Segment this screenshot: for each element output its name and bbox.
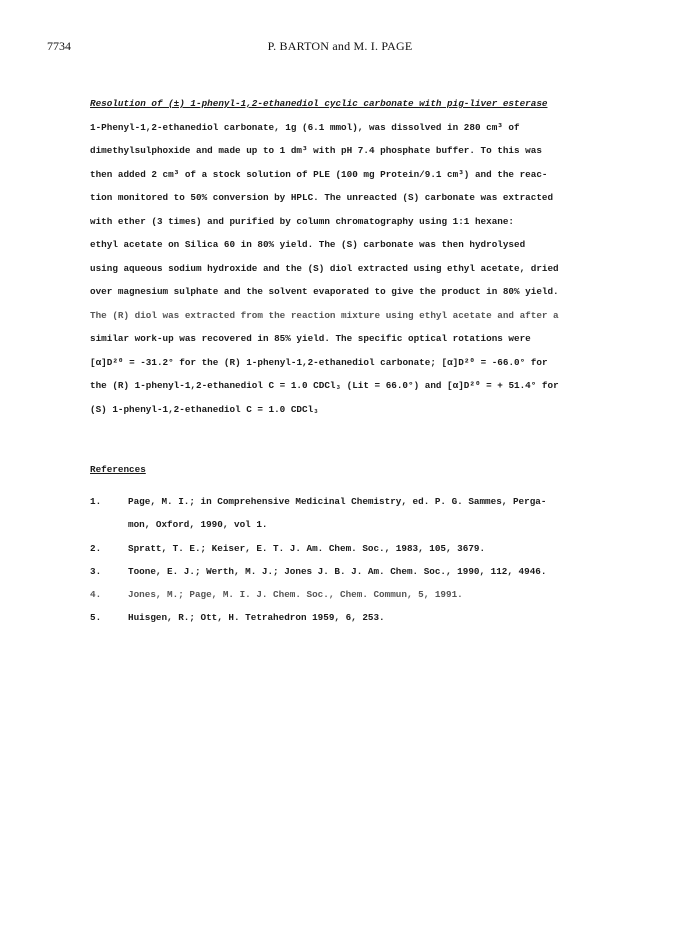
reference-number: 3.	[90, 565, 102, 577]
reference-item	[90, 490, 620, 513]
reference-item	[90, 560, 620, 583]
reference-item	[90, 513, 620, 536]
paragraph-line: similar work-up was recovered in 85% yield. The specific optical rotations were	[90, 333, 531, 344]
reference-text: Huisgen, R.; Ott, H. Tetrahedron 1959, 6, 253.	[128, 612, 385, 624]
paragraph-line: The (R) diol was extracted from the reaction mixture using ethyl acetate and after a	[90, 309, 559, 321]
reference-item	[90, 606, 620, 629]
reference-number: 4.	[90, 589, 102, 601]
references-heading: References	[90, 464, 146, 475]
paragraph-line: then added 2 cm³ of a stock solution of PLE (100 mg Protein/9.1 cm³) and the reac-	[90, 168, 548, 180]
reference-item	[90, 537, 620, 560]
paragraph-line: ethyl acetate on Silica 60 in 80% yield. The (S) carbonate was then hydrolysed	[90, 239, 526, 250]
reference-text: Spratt, T. E.; Keiser, E. T. J. Am. Chem. Soc., 1983, 105, 3679.	[128, 542, 486, 554]
section-title: Resolution of (±) 1-phenyl-1,2-ethanediol cyclic carbonate with pig-liver esterase	[90, 98, 548, 109]
experimental-section	[90, 92, 610, 421]
reference-number: 5.	[90, 612, 102, 624]
paragraph-line: the (R) 1-phenyl-1,2-ethanediol C = 1.0 CDCl₃ (Lit = 66.0°) and [α]D²⁰ = + 51.4° for	[90, 380, 559, 391]
running-header	[0, 39, 680, 59]
paragraph-line: [α]D²⁰ = -31.2° for the (R) 1-phenyl-1,2-ethanediol carbonate; [α]D²⁰ = -66.0° for	[90, 356, 548, 368]
reference-text: mon, Oxford, 1990, vol 1.	[128, 519, 268, 531]
running-header-authors: P. BARTON and M. I. PAGE	[267, 39, 413, 53]
paragraph-line: (S) 1-phenyl-1,2-ethanediol C = 1.0 CDCl₃	[90, 403, 319, 415]
paragraph-line: over magnesium sulphate and the solvent evaporated to give the product in 80% yield.	[90, 286, 559, 297]
reference-text: Toone, E. J.; Werth, M. J.; Jones J. B. J. Am. Chem. Soc., 1990, 112, 4946.	[128, 565, 547, 577]
paragraph-line: using aqueous sodium hydroxide and the (S) diol extracted using ethyl acetate, dried	[90, 262, 559, 274]
reference-text: Page, M. I.; in Comprehensive Medicinal Chemistry, ed. P. G. Sammes, Perga-	[128, 496, 547, 507]
reference-number: 2.	[90, 542, 102, 554]
paragraph-line: dimethylsulphoxide and made up to 1 dm³ with pH 7.4 phosphate buffer. To this was	[90, 145, 542, 156]
reference-text: Jones, M.; Page, M. I. J. Chem. Soc., Chem. Commun, 5, 1991.	[128, 589, 463, 601]
paragraph-line: with ether (3 times) and purified by column chromatography using 1:1 hexane:	[90, 215, 515, 227]
page-number: 7734	[47, 39, 71, 53]
references-section	[90, 458, 620, 630]
reference-item	[90, 583, 620, 606]
reference-number: 1.	[90, 496, 102, 507]
paragraph-line: tion monitored to 50% conversion by HPLC. The unreacted (S) carbonate was extracted	[90, 192, 554, 203]
paragraph-line: 1-Phenyl-1,2-ethanediol carbonate, 1g (6.1 mmol), was dissolved in 280 cm³ of	[90, 121, 520, 133]
